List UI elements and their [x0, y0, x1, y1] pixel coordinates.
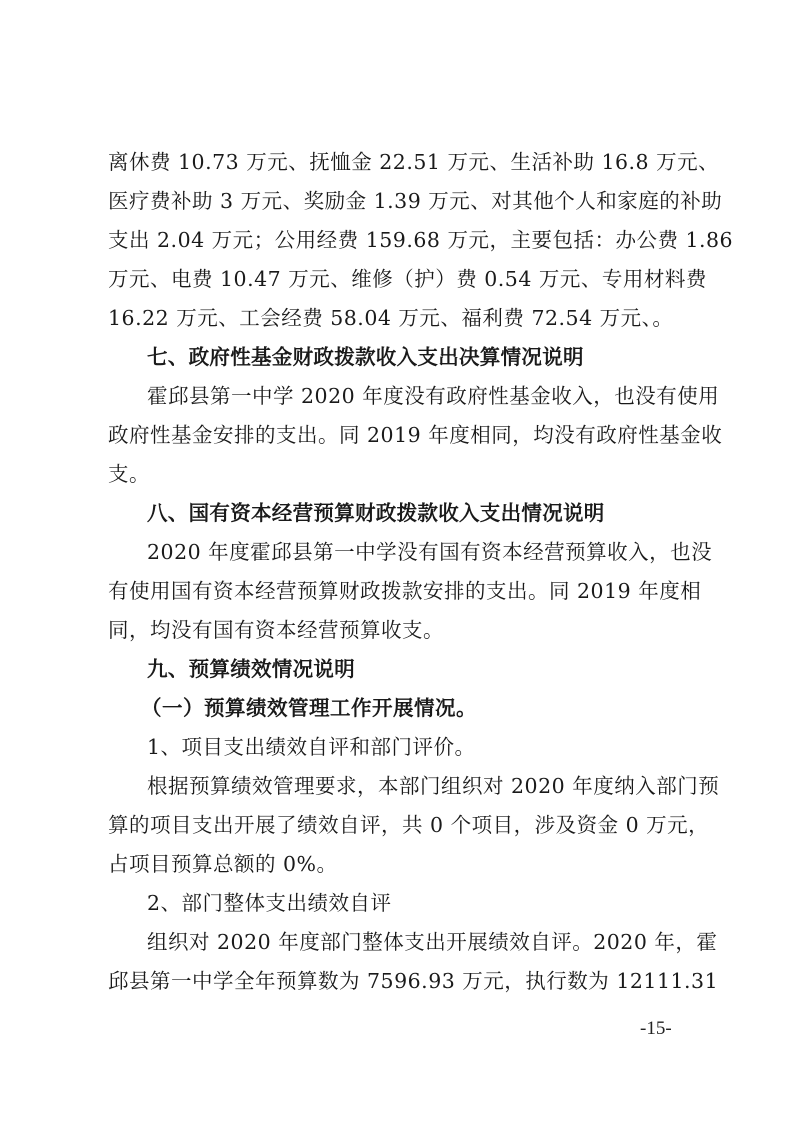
section-8-line: 2020 年度霍邱县第一中学没有国有资本经营预算收入，也没 — [147, 540, 713, 564]
section-8-line: 有使用国有资本经营预算财政拨款安排的支出。同 2019 年度相 — [108, 579, 702, 603]
page-number: -15- — [640, 1018, 672, 1039]
paragraph-line: 万元、电费 10.47 万元、维修（护）费 0.54 万元、专用材料费 — [108, 267, 707, 291]
item-1-title: 1、项目支出绩效自评和部门评价。 — [147, 735, 476, 759]
item-2-line: 组织对 2020 年度部门整体支出开展绩效自评。2020 年，霍 — [147, 930, 718, 954]
section-8-heading: 八、国有资本经营预算财政拨款收入支出情况说明 — [147, 501, 605, 525]
item-1-line: 算的项目支出开展了绩效自评，共 0 个项目，涉及资金 0 万元， — [108, 813, 710, 837]
paragraph-line: 医疗费补助 3 万元、奖励金 1.39 万元、对其他个人和家庭的补助 — [108, 189, 723, 213]
section-7-line: 支。 — [108, 462, 150, 486]
section-7-heading: 七、政府性基金财政拨款收入支出决算情况说明 — [147, 345, 584, 369]
paragraph-line: 离休费 10.73 万元、抚恤金 22.51 万元、生活补助 16.8 万元、 — [108, 150, 720, 174]
section-9-subheading: （一）预算绩效管理工作开展情况。 — [141, 696, 477, 720]
item-2-line: 邱县第一中学全年预算数为 7596.93 万元，执行数为 12111.31 — [108, 969, 719, 993]
item-2-title: 2、部门整体支出绩效自评 — [147, 891, 392, 915]
item-1-line: 根据预算绩效管理要求，本部门组织对 2020 年度纳入部门预 — [147, 774, 720, 798]
paragraph-line: 16.22 万元、工会经费 58.04 万元、福利费 72.54 万元、。 — [108, 306, 674, 330]
section-7-line: 霍邱县第一中学 2020 年度没有政府性基金收入，也没有使用 — [147, 384, 720, 408]
paragraph-line: 支出 2.04 万元；公用经费 159.68 万元，主要包括：办公费 1.86 — [108, 228, 734, 252]
section-7-line: 政府性基金安排的支出。同 2019 年度相同，均没有政府性基金收 — [108, 423, 723, 447]
section-9-heading: 九、预算绩效情况说明 — [147, 657, 355, 681]
item-1-line: 占项目预算总额的 0%。 — [108, 852, 338, 876]
section-8-line: 同，均没有国有资本经营预算收支。 — [108, 618, 444, 642]
